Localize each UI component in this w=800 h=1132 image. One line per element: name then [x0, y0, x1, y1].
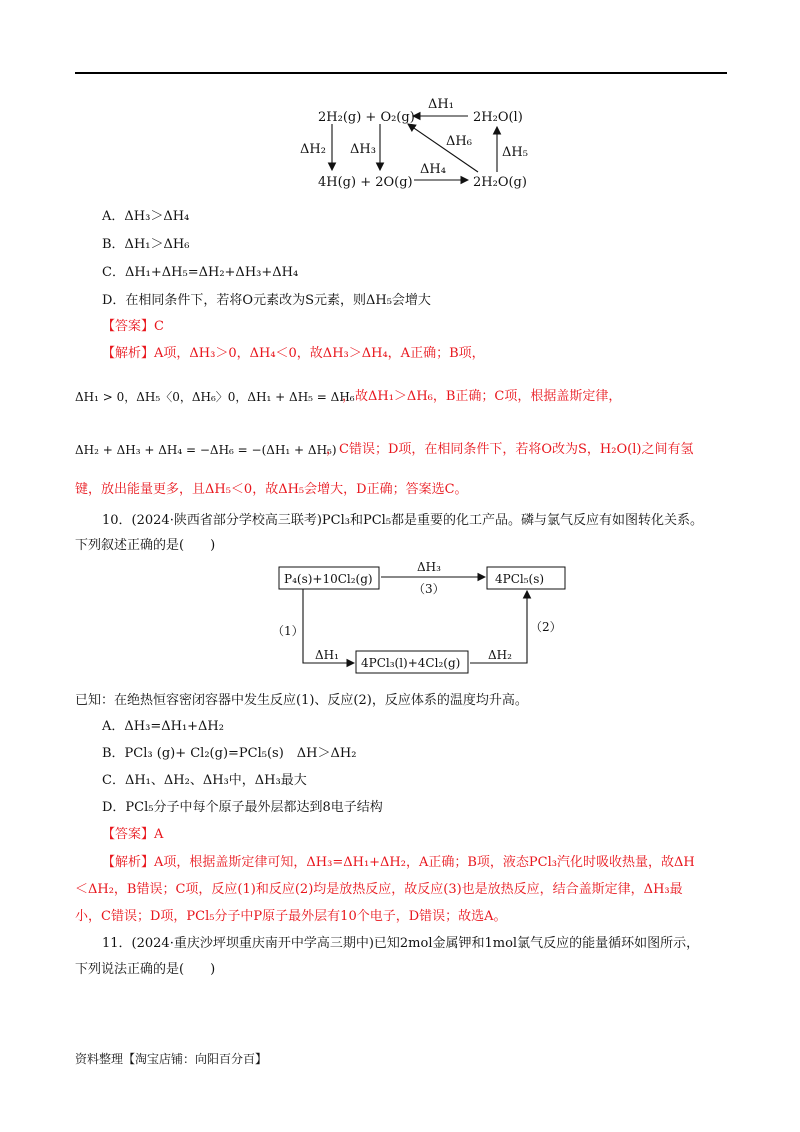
q9-analysis-line4: 键，放出能量更多，且ΔH₅＜0，故ΔH₅会增大，D正确；答案选C。 [75, 482, 468, 497]
reactants-label: 2H₂(g) + O₂(g) [318, 110, 415, 125]
q10-option-c: C．ΔH₁、ΔH₂、ΔH₃中，ΔH₃最大 [102, 773, 307, 788]
q9-analysis-line2: ，故ΔH₁＞ΔH₆，B正确；C项，根据盖斯定律， [342, 389, 622, 404]
q9-option-a: A．ΔH₃＞ΔH₄ [102, 209, 190, 224]
water-liquid-label: 2H₂O(l) [473, 110, 523, 125]
dh3-label: ΔH₃ [350, 142, 376, 157]
start-label: P₄(s)+10Cl₂(g) [284, 572, 373, 586]
q10-known: 已知：在绝热恒容密闭容器中发生反应(1)、反应(2)，反应体系的温度均升高。 [75, 693, 528, 708]
q9-formula-2: ΔH₂ + ΔH₃ + ΔH₄ = −ΔH₆ = −(ΔH₁ + ΔH₅) [75, 443, 337, 457]
q9-formula-1: ΔH₁ > 0，ΔH₅〈0，ΔH₆〉0，ΔH₁ + ΔH₅ = ΔH₆ [75, 390, 355, 404]
q10-option-b: B．PCl₃ (g)+ Cl₂(g)=PCl₅(s) ΔH＞ΔH₂ [102, 746, 357, 761]
diagram-dh2-label: ΔH₂ [488, 648, 512, 662]
dh2-label: ΔH₂ [300, 142, 326, 157]
diagram-dh1-label: ΔH₁ [315, 648, 339, 662]
q9-option-b: B．ΔH₁＞ΔH₆ [102, 237, 190, 252]
q9-option-c: C．ΔH₁+ΔH₅=ΔH₂+ΔH₃+ΔH₄ [102, 265, 299, 280]
step3-label: （3） [413, 582, 445, 596]
q11-stem-line2: 下列说法正确的是( ) [75, 962, 216, 977]
q10-option-a: A．ΔH₃=ΔH₁+ΔH₂ [102, 719, 224, 734]
dh5-label: ΔH₅ [502, 145, 528, 160]
atoms-label: 4H(g) + 2O(g) [318, 175, 413, 190]
q9-answer: 【答案】C [102, 319, 164, 334]
q11-stem-line1: 11．(2024·重庆沙坪坝重庆南开中学高三期中)已知2mol金属钾和1mol氯气反应的能量循环如图所示， [102, 936, 700, 951]
end-label: 4PCl₅(s) [495, 572, 545, 586]
q10-analysis-line3: 小，C错误；D项，PCl₅分子中P原子最外层有10个电子，D错误；故选A。 [75, 909, 507, 924]
middle-label: 4PCl₃(l)+4Cl₂(g) [361, 656, 461, 670]
phosphorus-chlorine-diagram [0, 555, 800, 685]
q9-analysis-line3: ，C错误；D项，在相同条件下，若将O改为S，H₂O(l)之间有氢 [326, 442, 694, 457]
q9-option-d: D．在相同条件下，若将O元素改为S元素，则ΔH₅会增大 [102, 293, 431, 308]
footer-source: 资料整理【淘宝店铺：向阳百分百】 [75, 1052, 268, 1066]
step2-label: （2） [530, 620, 562, 634]
diagram-dh3-label: ΔH₃ [417, 560, 441, 574]
q10-analysis-line1: 【解析】A项，根据盖斯定律可知，ΔH₃=ΔH₁+ΔH₂，A正确；B项，液态PCl₃汽化时吸收热量，故ΔH [102, 855, 695, 870]
dh4-label: ΔH₄ [420, 162, 446, 177]
q10-stem-line1: 10．(2024·陕西省部分学校高三联考)PCl₃和PCl₅都是重要的化工产品。磷与氯气反应有如图转化关系。 [102, 513, 704, 528]
step1-label: （1） [272, 624, 304, 638]
q10-answer: 【答案】A [102, 827, 164, 842]
q10-analysis-line2: ＜ΔH₂，B错误；C项，反应(1)和反应(2)均是放热反应，故反应(3)也是放热反应，结合盖斯定律，ΔH₃最 [75, 882, 683, 897]
q9-analysis-line1: 【解析】A项，ΔH₃＞0，ΔH₄＜0，故ΔH₃＞ΔH₄，A正确；B项， [102, 346, 485, 361]
energy-cycle-diagram [0, 0, 800, 210]
q10-option-d: D．PCl₅分子中每个原子最外层都达到8电子结构 [102, 800, 383, 815]
dh1-label: ΔH₁ [428, 97, 454, 112]
dh6-label: ΔH₆ [446, 134, 472, 149]
q10-stem-line2: 下列叙述正确的是( ) [75, 538, 216, 553]
water-gas-label: 2H₂O(g) [473, 175, 527, 190]
